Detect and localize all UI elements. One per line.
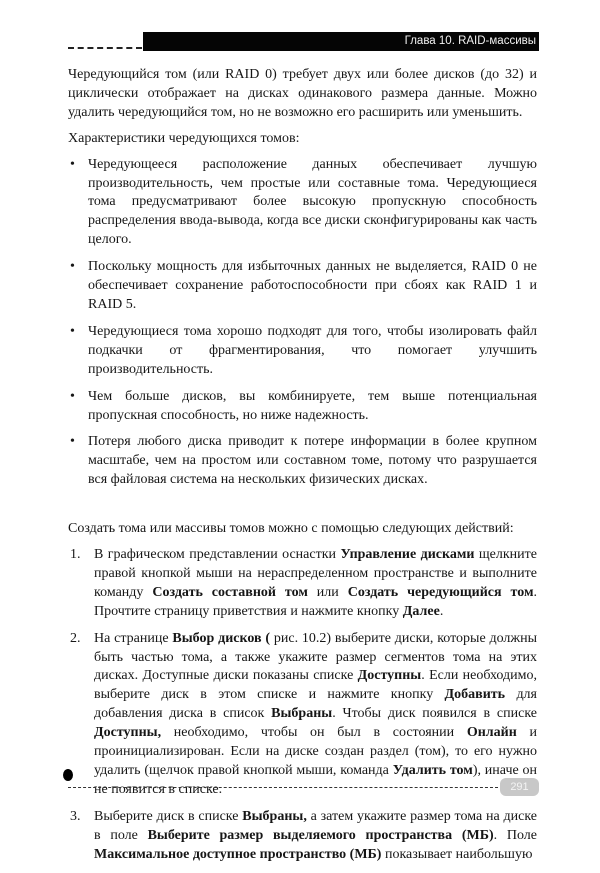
- list-item: [68, 323, 537, 380]
- features-title: Характеристики чередующихся томов:: [68, 130, 300, 146]
- bold-ui-term: Выбраны,: [242, 808, 307, 824]
- step-text: . Прочтите страницу приветствия и нажмите кнопку: [94, 584, 537, 619]
- step-text: Выберите диск в списке: [94, 808, 243, 824]
- bullet-icon: •: [70, 434, 75, 450]
- bold-ui-term: Выбор дисков (: [172, 630, 271, 646]
- step-text: для добавления диска в список: [94, 687, 537, 722]
- step-text: рис. 10.2) выберите диски, которые должны быть частью тома, а также укажите размер сегментов тома на этих дисках. Доступные диски показаны списке: [94, 630, 537, 684]
- step-number: 3.: [70, 808, 81, 824]
- bold-ui-term: Онлайн: [466, 725, 517, 741]
- chapter-title: Глава 10. RAID-массивы: [404, 35, 536, 47]
- bold-ui-term: Выберите размер выделяемого пространства (МБ): [147, 827, 494, 843]
- list-item-text: Потеря любого диска приводит к потере информации в более крупном масштабе, чем на простом или составном томе, потому что разрушается вся файловая система на нескольких физических дисках.: [88, 434, 537, 488]
- bold-ui-term: Доступны: [357, 668, 422, 684]
- step-text: На странице: [94, 630, 173, 646]
- list-item: [68, 433, 537, 490]
- step-text: необходимо, чтобы он был в состоянии: [161, 725, 467, 741]
- step-text: или: [307, 584, 348, 600]
- step-number: 1.: [70, 547, 81, 563]
- steps-title: Создать тома или массивы томов можно с помощью следующих действий:: [68, 521, 514, 537]
- bold-ui-term: Удалить том: [392, 763, 473, 778]
- bold-ui-term: Выбраны: [271, 706, 333, 722]
- list-item-text: Чередующееся расположение данных обеспечивает лучшую производительность, чем простые или составные тома. Чередующиеся тома предусматривают более высокую пропускную способность распределения ввода-вывода, когда все диски сконфигурированы как часть целого.: [88, 156, 537, 248]
- step-text: В графическом представлении оснастки: [94, 547, 341, 563]
- step-item: [68, 808, 537, 865]
- step-text: щелкните правой кнопкой мыши на нераспределенном пространстве и выполните команду: [94, 547, 537, 600]
- page-body: [68, 66, 537, 873]
- footer-dot: [63, 769, 73, 781]
- steps-list: [68, 546, 537, 865]
- footer-dashed-rule: [68, 787, 498, 788]
- features-list: [68, 156, 537, 491]
- step-number: 2.: [70, 630, 81, 646]
- list-item-text: Чередующиеся тома хорошо подходят для того, чтобы изолировать файл подкачки от фрагментирования, что помогает улучшить производительность.: [88, 323, 537, 377]
- intro-paragraph: Чередующийся том (или RAID 0) требует двух или более дисков (до 32) и циклически отображает на дисках одинакового размера данные. Можно удалить чередующийся том, но не возможно его расширить или уменьшить.: [68, 67, 537, 120]
- bold-ui-term: Создать чередующийся том: [347, 584, 534, 600]
- header-dashed-rule: [68, 47, 142, 49]
- bold-ui-term: Далее: [402, 603, 440, 619]
- step-text: ), иначе он не появится в списке.: [94, 763, 538, 797]
- bold-ui-term: Добавить: [444, 687, 506, 703]
- step-text: .: [439, 603, 444, 619]
- bold-ui-term: Создать составной том: [152, 584, 308, 600]
- step-text: . Чтобы диск появился в списке: [332, 706, 537, 722]
- bullet-icon: •: [70, 156, 75, 172]
- bullet-icon: •: [70, 388, 75, 404]
- step-text: . Поле: [493, 827, 537, 843]
- bullet-icon: •: [70, 259, 75, 275]
- page-number: 291: [500, 778, 539, 796]
- list-item: [68, 156, 537, 251]
- bold-ui-term: Управление дисками: [340, 547, 475, 563]
- list-item-text: Чем больше дисков, вы комбинируете, тем выше потенциальная пропускная способность, но ниже надежность.: [88, 388, 537, 423]
- step-text: а затем укажите размер тома на диске в поле: [94, 808, 537, 843]
- step-item: [68, 630, 537, 800]
- list-item: [68, 388, 537, 426]
- step-text: . Если необходимо, выберите диск в этом списке и нажмите кнопку: [94, 668, 537, 703]
- step-text: и проинициализирован. Если на диске создан раздел (том), то его нужно удалить (щелчок правой кнопкой мыши, команда: [94, 725, 537, 778]
- bold-ui-term: Максимальное доступное пространство (МБ): [94, 846, 382, 862]
- list-item-text: Поскольку мощность для избыточных данных не выделяется, RAID 0 не обеспечивает сохранение работоспособности при сбоях как RAID 1 и RAID 5.: [88, 259, 537, 312]
- step-text: показывает наибольшую: [381, 846, 533, 862]
- step-item: [68, 546, 537, 622]
- bullet-icon: •: [70, 323, 75, 339]
- chapter-header: [143, 32, 539, 51]
- list-item: [68, 258, 537, 315]
- bold-ui-term: Доступны,: [94, 725, 162, 741]
